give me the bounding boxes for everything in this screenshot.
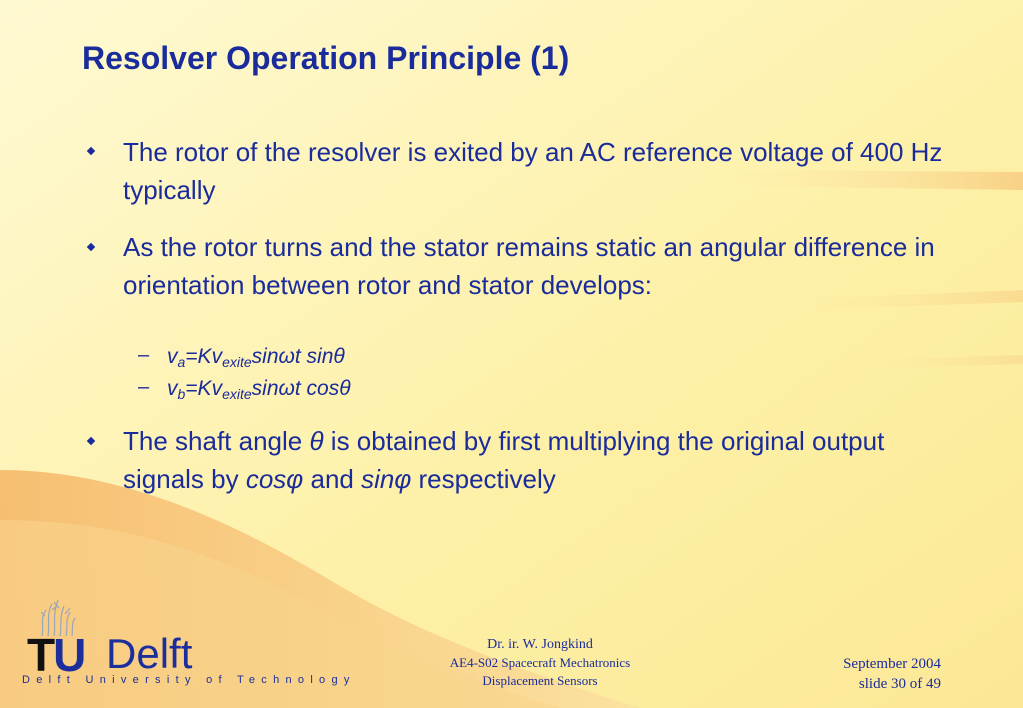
formula-vb: $v_b=Kv_{exite}\sin\omega t$ cosθ [167,377,351,402]
footer-course: AE4-S02 Spacecraft Mechatronics [449,655,631,670]
formula-va: $v_a=Kv_{exite}\sin\omega t$ sinθ [167,345,345,370]
footer-topic: Displacement Sensors [482,673,598,688]
logo-tu: TU [27,629,85,681]
dash-bullet-icon: – [138,344,150,366]
logo-delft: Delft [106,630,193,677]
bullet-text: The rotor of the resolver is exited by an AC reference voltage of 400 Hz typically [123,137,943,205]
footer-author: Dr. ir. W. Jongkind [487,637,593,652]
university-name: Delft University of Technology [22,674,356,686]
bullet-text: As the rotor turns and the stator remains static an angular difference in orientation between rotor and stator develops: [123,232,935,300]
slide-title: Resolver Operation Principle (1) [82,40,570,76]
bullet-text: The shaft angle θ is obtained by first multiplying the original output signals by cosφ and sinφ respectively [123,426,885,494]
footer-right [843,654,941,694]
tudelft-logo [22,596,356,696]
footer-date: September 2004 [843,656,941,672]
slide-number: slide 30 of 49 [858,676,941,692]
dash-bullet-icon: – [138,376,150,398]
footer-center [400,636,680,690]
